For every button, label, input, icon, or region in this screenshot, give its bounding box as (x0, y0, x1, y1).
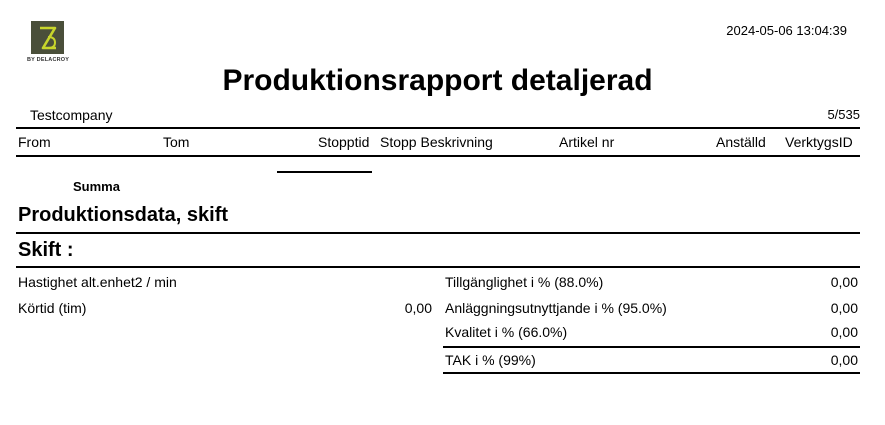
metric-label-tak: TAK i % (99%) (445, 352, 536, 368)
col-artikel-nr: Artikel nr (559, 134, 615, 150)
col-stopptid: Stopptid (318, 134, 370, 150)
company-logo (31, 21, 64, 54)
col-anstalld: Anställd (716, 134, 766, 150)
logo-mark-icon (37, 25, 59, 51)
tak-rule-bottom (443, 372, 860, 374)
section-rule (16, 232, 860, 234)
header-rule-top (16, 127, 860, 129)
shift-title: Skift : (18, 239, 74, 261)
metric-label-hastighet: Hastighet alt.enhet2 / min (18, 274, 177, 290)
summary-label: Summa (73, 179, 120, 194)
metric-label-tillganglighet: Tillgänglighet i % (88.0%) (445, 274, 604, 290)
metric-value-tak: 0,00 (830, 352, 858, 368)
col-tom: Tom (163, 134, 190, 150)
section-title: Produktionsdata, skift (18, 204, 229, 226)
metric-value-tillganglighet: 0,00 (830, 274, 858, 290)
metric-label-kvalitet: Kvalitet i % (66.0%) (445, 324, 568, 340)
shift-rule (16, 266, 860, 268)
metric-value-kvalitet: 0,00 (830, 324, 858, 340)
report-timestamp: 2024-05-06 13:04:39 (726, 23, 847, 38)
metric-value-kortid: 0,00 (404, 300, 432, 316)
logo-tagline: BY DELACROY (27, 57, 70, 63)
col-from: From (18, 134, 51, 150)
metric-label-kortid: Körtid (tim) (18, 300, 87, 316)
stopptid-total-rule (277, 171, 372, 173)
metric-value-anlaggningsutnyttjande: 0,00 (830, 300, 858, 316)
header-rule-bottom (16, 155, 860, 157)
col-verktygsid: VerktygsID (785, 134, 853, 150)
company-name: Testcompany (30, 107, 113, 123)
report-title: Produktionsrapport detaljerad (222, 64, 653, 97)
page-indicator: 5/535 (827, 107, 860, 122)
metric-label-anlaggningsutnyttjande: Anläggningsutnyttjande i % (95.0%) (445, 300, 667, 316)
col-stopp-beskrivning: Stopp Beskrivning (380, 134, 493, 150)
tak-rule-top (443, 346, 860, 348)
